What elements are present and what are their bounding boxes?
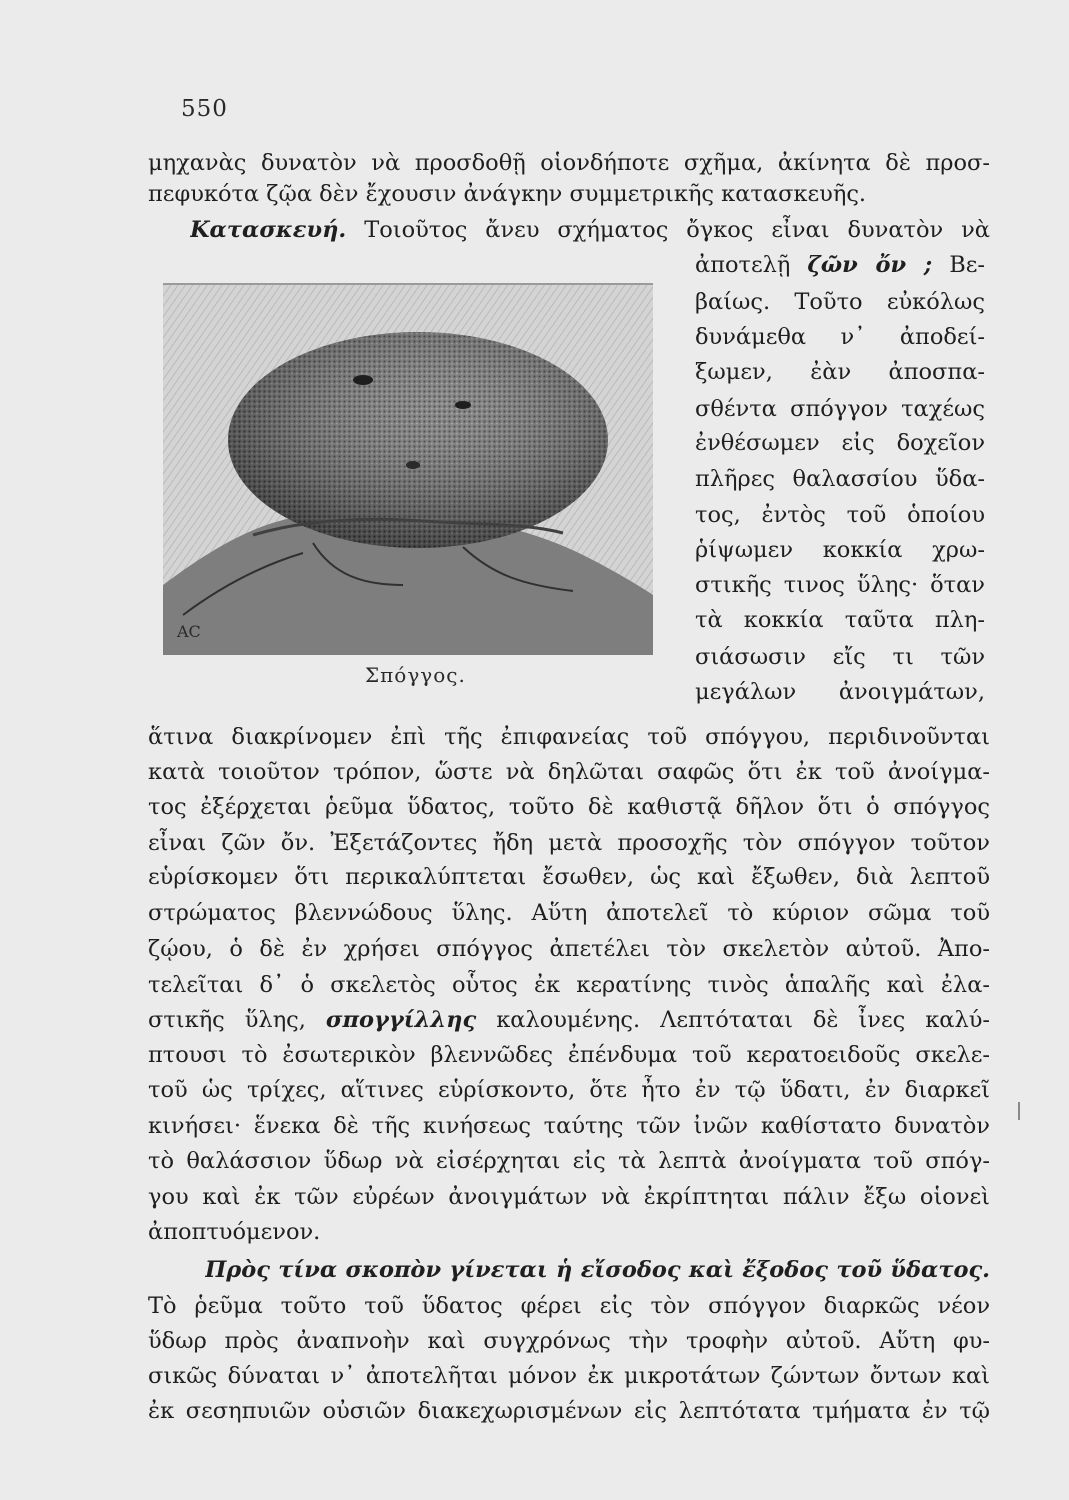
side-line: ξωμεν, ἐὰν ἀποσπα-: [695, 359, 985, 385]
side-line: πλῆρες θαλασσίου ὕδα-: [695, 466, 985, 492]
side-line: βαίως. Τοῦτο εὐκόλως: [695, 289, 985, 315]
intro-line-1: μηχανὰς δυνατὸν νὰ προσδοθῇ οἱονδήποτε σχῆμα, ἀκίνητα δὲ προσ-: [148, 150, 990, 176]
body-line: γου καὶ ἐκ τῶν εὐρέων ἀνοιγμάτων νὰ ἐκρίπτηται πάλιν ἔξω οἱονεὶ: [148, 1184, 990, 1210]
section-line: [190, 215, 990, 245]
final-line: σικῶς δύναται ν᾽ ἀποτελῆται μόνον ἐκ μικροτάτων ζώντων ὄντων καὶ: [148, 1363, 990, 1389]
section-line-text: Τοιοῦτος ἄνευ σχήματος ὄγκος εἶναι δυνατὸν νὰ: [364, 217, 990, 243]
final-line: ὕδωρ πρὸς ἀναπνοὴν καὶ συγχρόνως τὴν τροφὴν αὐτοῦ. Αὕτη φυ-: [148, 1328, 990, 1354]
final-line: ἐκ σεσηπυιῶν οὐσιῶν διακεχωρισμένων εἰς λεπτότατα τμήματα ἐν τῷ: [148, 1398, 990, 1424]
side-line-1: [695, 250, 985, 280]
body-line: κινήσει· ἕνεκα δὲ τῆς κινήσεως ταύτης τῶν ἰνῶν καθίστατο δυνατὸν: [148, 1113, 990, 1139]
spongilla-term: σπογγίλλης: [325, 1007, 477, 1033]
side-line-1-bold: ζῶν ὄν ;: [807, 252, 933, 278]
spongilla-post: καλουμένης. Λεπτόταται δὲ ἶνες καλύ-: [496, 1007, 990, 1033]
final-line: Τὸ ῥεῦμα τοῦτο τοῦ ὕδατος φέρει εἰς τὸν σπόγγον διαρκῶς νέον: [148, 1293, 990, 1319]
side-line: τος, ἐντὸς τοῦ ὁποίου: [695, 502, 985, 528]
figure-caption: Σπόγγος.: [365, 663, 466, 687]
body-line: ἅτινα διακρίνομεν ἐπὶ τῆς ἐπιφανείας τοῦ σπόγγου, περιδινοῦνται: [148, 724, 990, 750]
margin-mark: [1018, 1102, 1020, 1120]
side-line: σιάσωσιν εἴς τι τῶν: [695, 644, 985, 670]
side-line: σθέντα σπόγγον ταχέως: [695, 396, 985, 422]
body-line: τος ἐξέρχεται ῥεῦμα ὕδατος, τοῦτο δὲ καθιστᾷ δῆλον ὅτι ὁ σπόγγος: [148, 794, 990, 820]
body-line: εὑρίσκομεν ὅτι περικαλύπτεται ἔσωθεν, ὡς καὶ ἔξωθεν, διὰ λεπτοῦ: [148, 864, 990, 890]
side-line: στικῆς τινος ὕλης· ὅταν: [695, 572, 985, 598]
body-line: στρώματος βλεννώδους ὕλης. Αὕτη ἀποτελεῖ τὸ κύριον σῶμα τοῦ: [148, 900, 990, 926]
body-line: τελεῖται δ᾽ ὁ σκελετὸς οὗτος ἐκ κερατίνης τινὸς ἁπαλῆς καὶ ἐλα-: [148, 972, 990, 998]
body-line: τὸ θαλάσσιον ὕδωρ νὰ εἰσέρχηται εἰς τὰ λεπτὰ ἀνοίγματα τοῦ σπόγ-: [148, 1148, 990, 1174]
side-line-1-end: Βε-: [949, 252, 985, 278]
section-title: Κατασκευή.: [190, 217, 347, 243]
side-line: ἐνθέσωμεν εἰς δοχεῖον: [695, 430, 985, 456]
side-line-1-text: ἀποτελῇ: [695, 252, 791, 278]
page-number: 550: [181, 96, 228, 122]
body-line-spongilla: [148, 1005, 990, 1035]
body-line: κατὰ τοιοῦτον τρόπον, ὥστε νὰ δηλῶται σαφῶς ὅτι ἐκ τοῦ ἀνοίγμα-: [148, 759, 990, 785]
sponge-osculum-3: [406, 461, 420, 469]
sponge-figure: [163, 283, 653, 655]
side-line: μεγάλων ἀνοιγμάτων,: [695, 679, 985, 705]
question-heading: Πρὸς τίνα σκοπὸν γίνεται ἡ εἴσοδος καὶ ἔξοδος τοῦ ὕδατος.: [205, 1257, 990, 1283]
side-line: ῥίψωμεν κοκκία χρω-: [695, 537, 985, 563]
sponge-shading: [228, 332, 608, 548]
body-line: εἶναι ζῶν ὄν. Ἐξετάζοντες ἤδη μετὰ προσοχῆς τὸν σπόγγον τοῦτον: [148, 830, 990, 856]
artist-monogram: AC: [177, 622, 201, 641]
spongilla-pre: στικῆς ὕλης,: [148, 1007, 306, 1033]
body-line: ζῴου, ὁ δὲ ἐν χρήσει σπόγγος ἀπετέλει τὸν σκελετὸν αὐτοῦ. Ἀπο-: [148, 936, 990, 962]
side-line: τὰ κοκκία ταῦτα πλη-: [695, 607, 985, 633]
side-line: δυνάμεθα ν᾽ ἀποδεί-: [695, 324, 985, 350]
body-line-last: ἀποπτυόμενον.: [148, 1219, 321, 1245]
sponge-osculum-1: [353, 375, 373, 385]
sponge-osculum-2: [455, 401, 471, 409]
body-line: πτουσι τὸ ἐσωτερικὸν βλεννῶδες ἐπένδυμα τοῦ κερατοειδοῦς σκελε-: [148, 1042, 990, 1068]
body-line: τοῦ ὡς τρίχες, αἵτινες εὑρίσκοντο, ὅτε ἦτο ἐν τῷ ὕδατι, ἐν διαρκεῖ: [148, 1077, 990, 1103]
intro-line-2: πεφυκότα ζῷα δὲν ἔχουσιν ἀνάγκην συμμετρικῆς κατασκευῆς.: [148, 181, 867, 207]
